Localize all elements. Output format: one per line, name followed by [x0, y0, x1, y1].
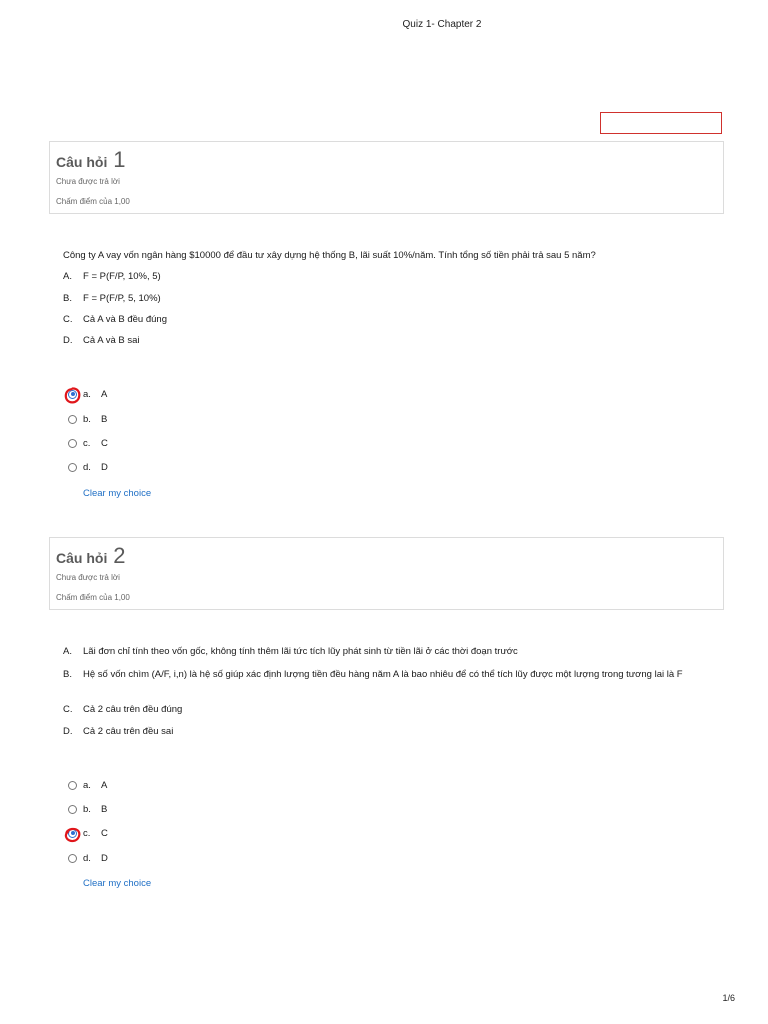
- answer-text: C: [101, 827, 108, 839]
- answer-choice-c[interactable]: [68, 826, 108, 840]
- answer-text: D: [101, 461, 108, 473]
- answer-letter: c.: [83, 437, 91, 449]
- option-line-b: B. Hệ số vốn chìm (A/F, i,n) là hệ số giúp xác định lượng tiền đều hàng năm A là bao nhiêu để có thể tích lũy được một lượng trong tương lai là F: [63, 669, 683, 680]
- document-title: Quiz 1- Chapter 2: [402, 19, 482, 30]
- question-text-1: Công ty A vay vốn ngân hàng $10000 để đầu tư xây dựng hệ thống B, lãi suất 10%/năm. Tính tổng số tiền phải trả sau 5 năm?: [63, 250, 596, 261]
- radio-button[interactable]: [68, 781, 77, 790]
- option-line-a: A. F = P(F/P, 10%, 5): [63, 271, 161, 282]
- answer-text: A: [101, 779, 108, 791]
- question-number: 2: [113, 543, 126, 568]
- question-info-2: [49, 537, 724, 610]
- question-grade: Chấm điểm của 1,00: [56, 197, 130, 206]
- answer-text: B: [101, 803, 108, 815]
- red-circle-annotation-icon: [64, 826, 81, 843]
- question-number: 1: [113, 147, 126, 172]
- question-label: Câu hỏi: [56, 154, 108, 170]
- clear-choice-link[interactable]: Clear my choice: [83, 488, 152, 499]
- red-circle-annotation-icon: [64, 387, 81, 404]
- radio-button[interactable]: [68, 463, 77, 472]
- answer-letter: a.: [83, 779, 91, 791]
- answer-choice-c[interactable]: [68, 436, 108, 450]
- answer-letter: b.: [83, 803, 91, 815]
- answer-choice-b[interactable]: [68, 802, 107, 816]
- question-title: [56, 147, 125, 173]
- page-number: 1/6: [722, 993, 735, 1003]
- question-label: Câu hỏi: [56, 550, 108, 566]
- option-line-a: A. Lãi đơn chỉ tính theo vốn gốc, không tính thêm lãi tức tích lũy phát sinh từ tiền lãi ở các thời đoạn trước: [63, 646, 518, 657]
- option-line-b: B. F = P(F/P, 5, 10%): [63, 293, 161, 304]
- answer-letter: a.: [83, 388, 91, 400]
- option-line-c: C. Cả A và B đều đúng: [63, 314, 167, 325]
- radio-button-checked[interactable]: [68, 829, 77, 838]
- radio-button[interactable]: [68, 805, 77, 814]
- answer-choice-d[interactable]: [68, 460, 108, 474]
- radio-button[interactable]: [68, 439, 77, 448]
- question-state: Chưa được trả lời: [56, 573, 120, 582]
- option-line-d: D. Cả A và B sai: [63, 335, 140, 346]
- question-grade: Chấm điểm của 1,00: [56, 593, 130, 602]
- option-line-d: D. Cả 2 câu trên đều sai: [63, 726, 174, 737]
- question-info-1: [49, 141, 724, 214]
- answer-choice-a[interactable]: [68, 387, 107, 401]
- radio-button-checked[interactable]: [68, 390, 77, 399]
- answer-letter: b.: [83, 413, 91, 425]
- quiz-navigation-box[interactable]: [600, 112, 722, 134]
- option-line-c: C. Cả 2 câu trên đều đúng: [63, 704, 183, 715]
- question-state: Chưa được trả lời: [56, 177, 120, 186]
- answer-choice-b[interactable]: [68, 412, 107, 426]
- answer-text: D: [101, 852, 108, 864]
- answer-text: C: [101, 437, 108, 449]
- radio-button[interactable]: [68, 415, 77, 424]
- answer-letter: c.: [83, 827, 91, 839]
- radio-button[interactable]: [68, 854, 77, 863]
- answer-letter: d.: [83, 852, 91, 864]
- answer-letter: d.: [83, 461, 91, 473]
- answer-choice-d[interactable]: [68, 851, 108, 865]
- answer-text: A: [101, 388, 108, 400]
- clear-choice-link[interactable]: Clear my choice: [83, 878, 152, 889]
- answer-text: B: [101, 413, 108, 425]
- question-title: [56, 543, 125, 569]
- answer-choice-a[interactable]: [68, 778, 107, 792]
